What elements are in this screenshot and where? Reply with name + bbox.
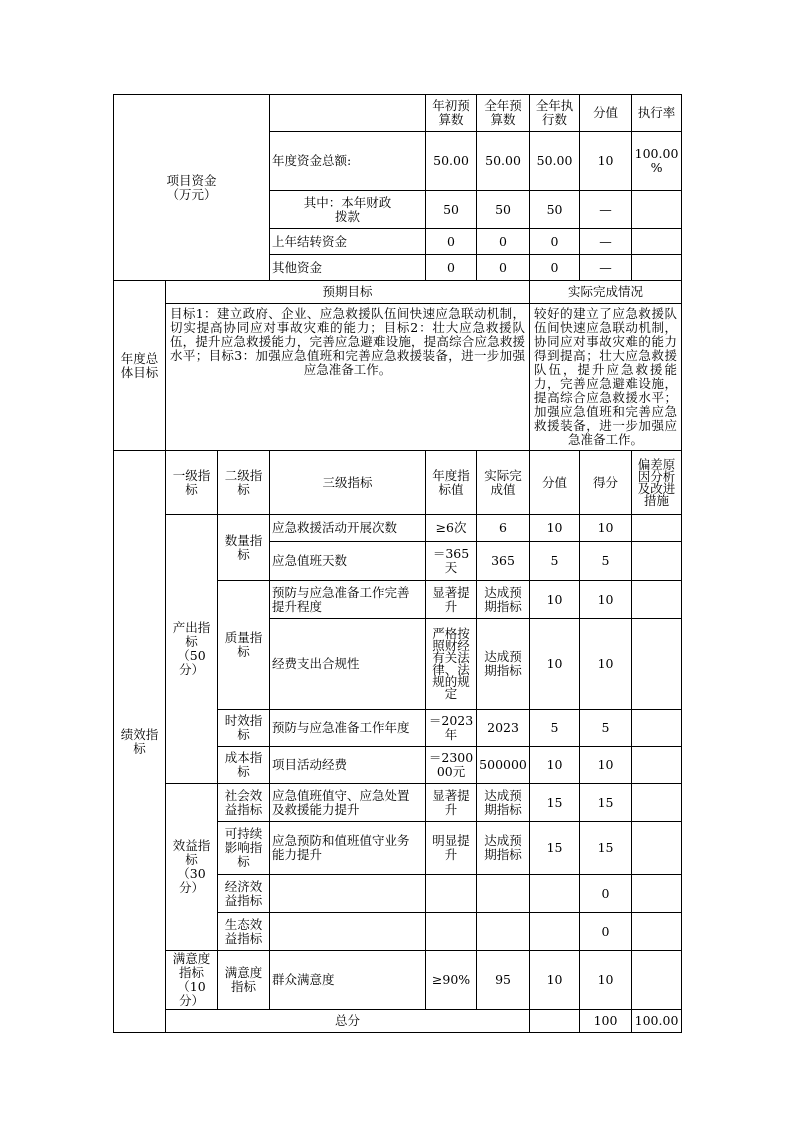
indicator-actual <box>477 913 530 951</box>
funds-row-initial: 0 <box>426 255 477 281</box>
indicator-target: ≥90% <box>426 951 477 1010</box>
funds-row-label: 年度资金总额: <box>270 132 426 191</box>
level3-indicator: 项目活动经费 <box>270 747 426 784</box>
indicator-score: 10 <box>580 747 632 784</box>
level3-indicator: 应急值班天数 <box>270 542 426 581</box>
level2-timeliness: 时效指 标 <box>218 710 270 747</box>
funds-header-annual: 全年预 算数 <box>477 95 530 132</box>
level2-social: 社会效 益指标 <box>218 784 270 822</box>
funds-row-annual: 50.00 <box>477 132 530 191</box>
level3-indicator: 应急值班值守、应急处置 及救援能力提升 <box>270 784 426 822</box>
header-level1: 一级指 标 <box>166 451 218 515</box>
funds-row-score-value: — <box>580 191 632 229</box>
indicator-score-value: 10 <box>530 951 580 1010</box>
indicator-deviation <box>632 619 682 710</box>
funds-row-rate <box>632 255 682 281</box>
indicator-target: ＝2023 年 <box>426 710 477 747</box>
header-annual-target: 年度指 标值 <box>426 451 477 515</box>
indicator-actual: 2023 <box>477 710 530 747</box>
indicator-deviation <box>632 710 682 747</box>
indicator-score-value <box>530 875 580 913</box>
indicator-target <box>426 875 477 913</box>
indicator-deviation <box>632 581 682 619</box>
performance-section-label: 绩效指 标 <box>114 451 166 1033</box>
indicator-actual: 达成预 期指标 <box>477 784 530 822</box>
indicator-score-value: 15 <box>530 784 580 822</box>
indicator-deviation <box>632 784 682 822</box>
funds-row-label: 其他资金 <box>270 255 426 281</box>
header-deviation: 偏差原 因分析 及改进 措施 <box>632 451 682 515</box>
goals-section-label: 年度总 体目标 <box>114 281 166 451</box>
funds-row-score-value: 10 <box>580 132 632 191</box>
level1-output: 产出指 标 （50分） <box>166 515 218 784</box>
funds-row-label: 其中：本年财政 拨款 <box>270 191 426 229</box>
indicator-target: 明显提 升 <box>426 822 477 875</box>
level3-indicator: 应急预防和值班值守业务 能力提升 <box>270 822 426 875</box>
indicator-score: 0 <box>580 875 632 913</box>
level2-cost: 成本指 标 <box>218 747 270 784</box>
level2-satisfaction: 满意度 指标 <box>218 951 270 1010</box>
header-score-value: 分值 <box>530 451 580 515</box>
header-level3: 三级指标 <box>270 451 426 515</box>
indicator-deviation <box>632 822 682 875</box>
funds-header-initial: 年初预 算数 <box>426 95 477 132</box>
funds-header-blank <box>270 95 426 132</box>
level1-satisfaction: 满意度 指标 （10分） <box>166 951 218 1010</box>
funds-row-label: 上年结转资金 <box>270 229 426 255</box>
indicator-target: ＝365 天 <box>426 542 477 581</box>
level3-indicator <box>270 875 426 913</box>
indicator-score-value <box>530 913 580 951</box>
indicator-score-value: 10 <box>530 619 580 710</box>
indicator-actual: 365 <box>477 542 530 581</box>
level2-sustainability: 可持续 影响指 标 <box>218 822 270 875</box>
level3-indicator: 预防与应急准备工作完善 提升程度 <box>270 581 426 619</box>
indicator-deviation <box>632 542 682 581</box>
level2-quantity: 数量指 标 <box>218 515 270 581</box>
indicator-actual: 95 <box>477 951 530 1010</box>
funds-header-score-value: 分值 <box>580 95 632 132</box>
indicator-deviation <box>632 951 682 1010</box>
funds-row-annual: 0 <box>477 229 530 255</box>
indicator-score: 5 <box>580 710 632 747</box>
total-target <box>530 1010 580 1033</box>
level2-economic: 经济效 益指标 <box>218 875 270 913</box>
goals-actual-text: 较好的建立了应急救援队伍间快速应急联动机制，协同应对事故灾难的能力得到提高；壮大应急救援队伍，提升应急救援能力，完善应急避难设施，提高综合应急救援水平；加强应急值班和完善应急救援装备，进一步加强应急准备工作。 <box>530 304 682 451</box>
funds-row-executed: 50.00 <box>530 132 580 191</box>
funds-header-rate: 执行率 <box>632 95 682 132</box>
funds-section-label: 项目资金 （万元） <box>114 95 270 281</box>
total-label: 总分 <box>166 1010 530 1033</box>
funds-row-score-value: — <box>580 255 632 281</box>
funds-row-executed: 50 <box>530 191 580 229</box>
indicator-score: 15 <box>580 784 632 822</box>
total-score: 100.00 <box>632 1010 682 1033</box>
indicator-target: 严格按 照财经 有关法 律、法 规的规 定 <box>426 619 477 710</box>
header-score: 得分 <box>580 451 632 515</box>
indicator-actual: 6 <box>477 515 530 542</box>
funds-row-initial: 0 <box>426 229 477 255</box>
funds-row-executed: 0 <box>530 255 580 281</box>
funds-row-initial: 50 <box>426 191 477 229</box>
indicator-score-value: 5 <box>530 542 580 581</box>
indicator-score-value: 15 <box>530 822 580 875</box>
funds-row-executed: 0 <box>530 229 580 255</box>
indicator-target: ＝2300 00元 <box>426 747 477 784</box>
goals-actual-header: 实际完成情况 <box>530 281 682 304</box>
funds-header-executed: 全年执 行数 <box>530 95 580 132</box>
indicator-score: 10 <box>580 515 632 542</box>
funds-row-initial: 50.00 <box>426 132 477 191</box>
indicator-actual: 达成预 期指标 <box>477 581 530 619</box>
indicator-deviation <box>632 913 682 951</box>
indicator-score: 0 <box>580 913 632 951</box>
indicator-deviation <box>632 515 682 542</box>
total-score-value: 100 <box>580 1010 632 1033</box>
level2-quality: 质量指 标 <box>218 581 270 710</box>
indicator-actual: 500000 <box>477 747 530 784</box>
level3-indicator: 应急救援活动开展次数 <box>270 515 426 542</box>
indicator-score-value: 10 <box>530 581 580 619</box>
level3-indicator: 预防与应急准备工作年度 <box>270 710 426 747</box>
funds-row-rate: 100.00 % <box>632 132 682 191</box>
indicator-score: 15 <box>580 822 632 875</box>
level1-benefit: 效益指 标 （30分） <box>166 784 218 951</box>
indicator-score-value: 5 <box>530 710 580 747</box>
header-level2: 二级指 标 <box>218 451 270 515</box>
indicator-score: 5 <box>580 542 632 581</box>
indicator-actual <box>477 875 530 913</box>
indicator-target: 显著提 升 <box>426 784 477 822</box>
level3-indicator: 经费支出合规性 <box>270 619 426 710</box>
indicator-target <box>426 913 477 951</box>
funds-row-rate <box>632 229 682 255</box>
goals-expected-text: 目标1：建立政府、企业、应急救援队伍间快速应急联动机制，切实提高协同应对事故灾难的能力；目标2：壮大应急救援队伍，提升应急救援能力，完善应急避难设施，提高综合应急救援水平；目标3：加强应急值班和完善应急救援装备，进一步加强应急准备工作。 <box>166 304 530 451</box>
indicator-target: ≥6次 <box>426 515 477 542</box>
header-actual-value: 实际完 成值 <box>477 451 530 515</box>
indicator-deviation <box>632 747 682 784</box>
indicator-target: 显著提 升 <box>426 581 477 619</box>
level3-indicator <box>270 913 426 951</box>
indicator-actual: 达成预 期指标 <box>477 822 530 875</box>
performance-evaluation-table <box>113 94 682 1033</box>
indicator-score-value: 10 <box>530 515 580 542</box>
funds-row-rate <box>632 191 682 229</box>
indicator-score: 10 <box>580 581 632 619</box>
level3-indicator: 群众满意度 <box>270 951 426 1010</box>
indicator-score: 10 <box>580 619 632 710</box>
indicator-actual: 达成预 期指标 <box>477 619 530 710</box>
goals-expected-header: 预期目标 <box>166 281 530 304</box>
indicator-score-value: 10 <box>530 747 580 784</box>
level2-ecological: 生态效 益指标 <box>218 913 270 951</box>
funds-row-annual: 50 <box>477 191 530 229</box>
funds-row-score-value: — <box>580 229 632 255</box>
indicator-deviation <box>632 875 682 913</box>
funds-row-annual: 0 <box>477 255 530 281</box>
indicator-score: 10 <box>580 951 632 1010</box>
